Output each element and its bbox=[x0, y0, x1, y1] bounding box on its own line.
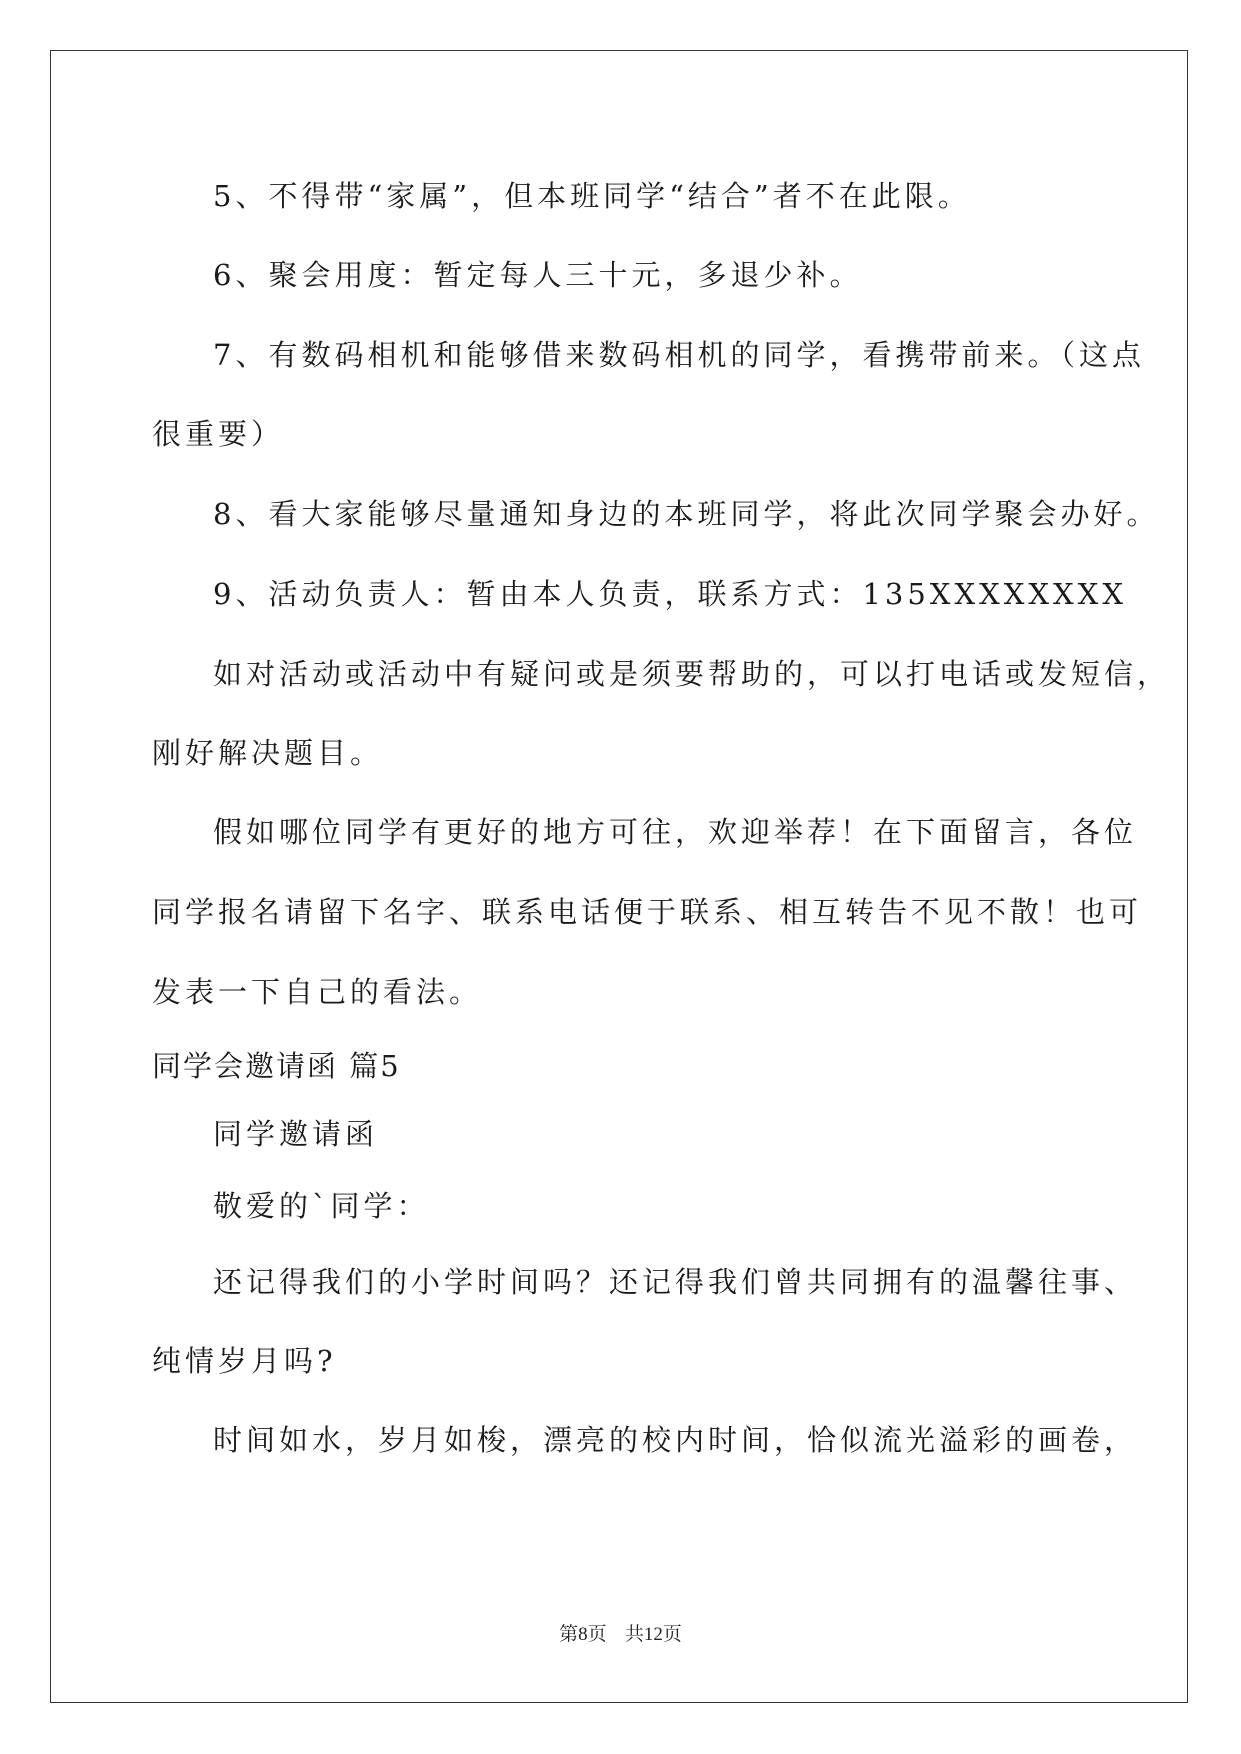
page-label-suffix: 页 bbox=[587, 1623, 607, 1645]
paragraph-line-2: 6、聚会用度：暂定每人三十元，多退少补。 bbox=[213, 258, 863, 292]
page-total: 12 bbox=[643, 1624, 663, 1645]
page-current: 8 bbox=[578, 1624, 588, 1645]
paragraph-line-17: 时间如水，岁月如梭，漂亮的校内时间，恰似流光溢彩的画卷， bbox=[213, 1423, 1138, 1457]
paragraph-line-16: 纯情岁月吗? bbox=[152, 1344, 337, 1378]
paragraph-line-5: 8、看大家能够尽量通知身边的本班同学，将此次同学聚会办好。 bbox=[213, 497, 1160, 531]
paragraph-line-8: 刚好解决题目。 bbox=[152, 736, 384, 770]
paragraph-line-15: 还记得我们的小学时间吗？还记得我们曾共同拥有的温馨往事、 bbox=[213, 1265, 1138, 1299]
total-label-prefix: 共 bbox=[624, 1623, 644, 1645]
total-label-suffix: 页 bbox=[662, 1623, 682, 1645]
paragraph-line-11: 发表一下自己的看法。 bbox=[152, 975, 483, 1009]
paragraph-line-3: 7、有数码相机和能够借来数码相机的同学，看携带前来。（这点 bbox=[213, 338, 1145, 372]
paragraph-line-10: 同学报名请留下名字、联系电话便于联系、相互转告不见不散！也可 bbox=[152, 895, 1143, 929]
section-heading: 同学会邀请函 篇5 bbox=[152, 1049, 401, 1083]
paragraph-line-4: 很重要） bbox=[152, 417, 285, 451]
letter-title: 同学邀请函 bbox=[213, 1117, 379, 1151]
paragraph-line-9: 假如哪位同学有更好的地方可往，欢迎举荐！在下面留言，各位 bbox=[213, 815, 1138, 849]
paragraph-line-7: 如对活动或活动中有疑问或是须要帮助的，可以打电话或发短信， bbox=[213, 657, 1171, 691]
page-label-prefix: 第 bbox=[559, 1623, 579, 1645]
paragraph-line-1: 5、不得带“家属”，但本班同学“结合”者不在此限。 bbox=[213, 179, 971, 213]
page-footer bbox=[0, 1622, 1241, 1647]
letter-salutation: 敬爱的`同学： bbox=[213, 1189, 430, 1223]
paragraph-line-6: 9、活动负责人：暂由本人负责，联系方式：135XXXXXXXX bbox=[213, 577, 1127, 611]
